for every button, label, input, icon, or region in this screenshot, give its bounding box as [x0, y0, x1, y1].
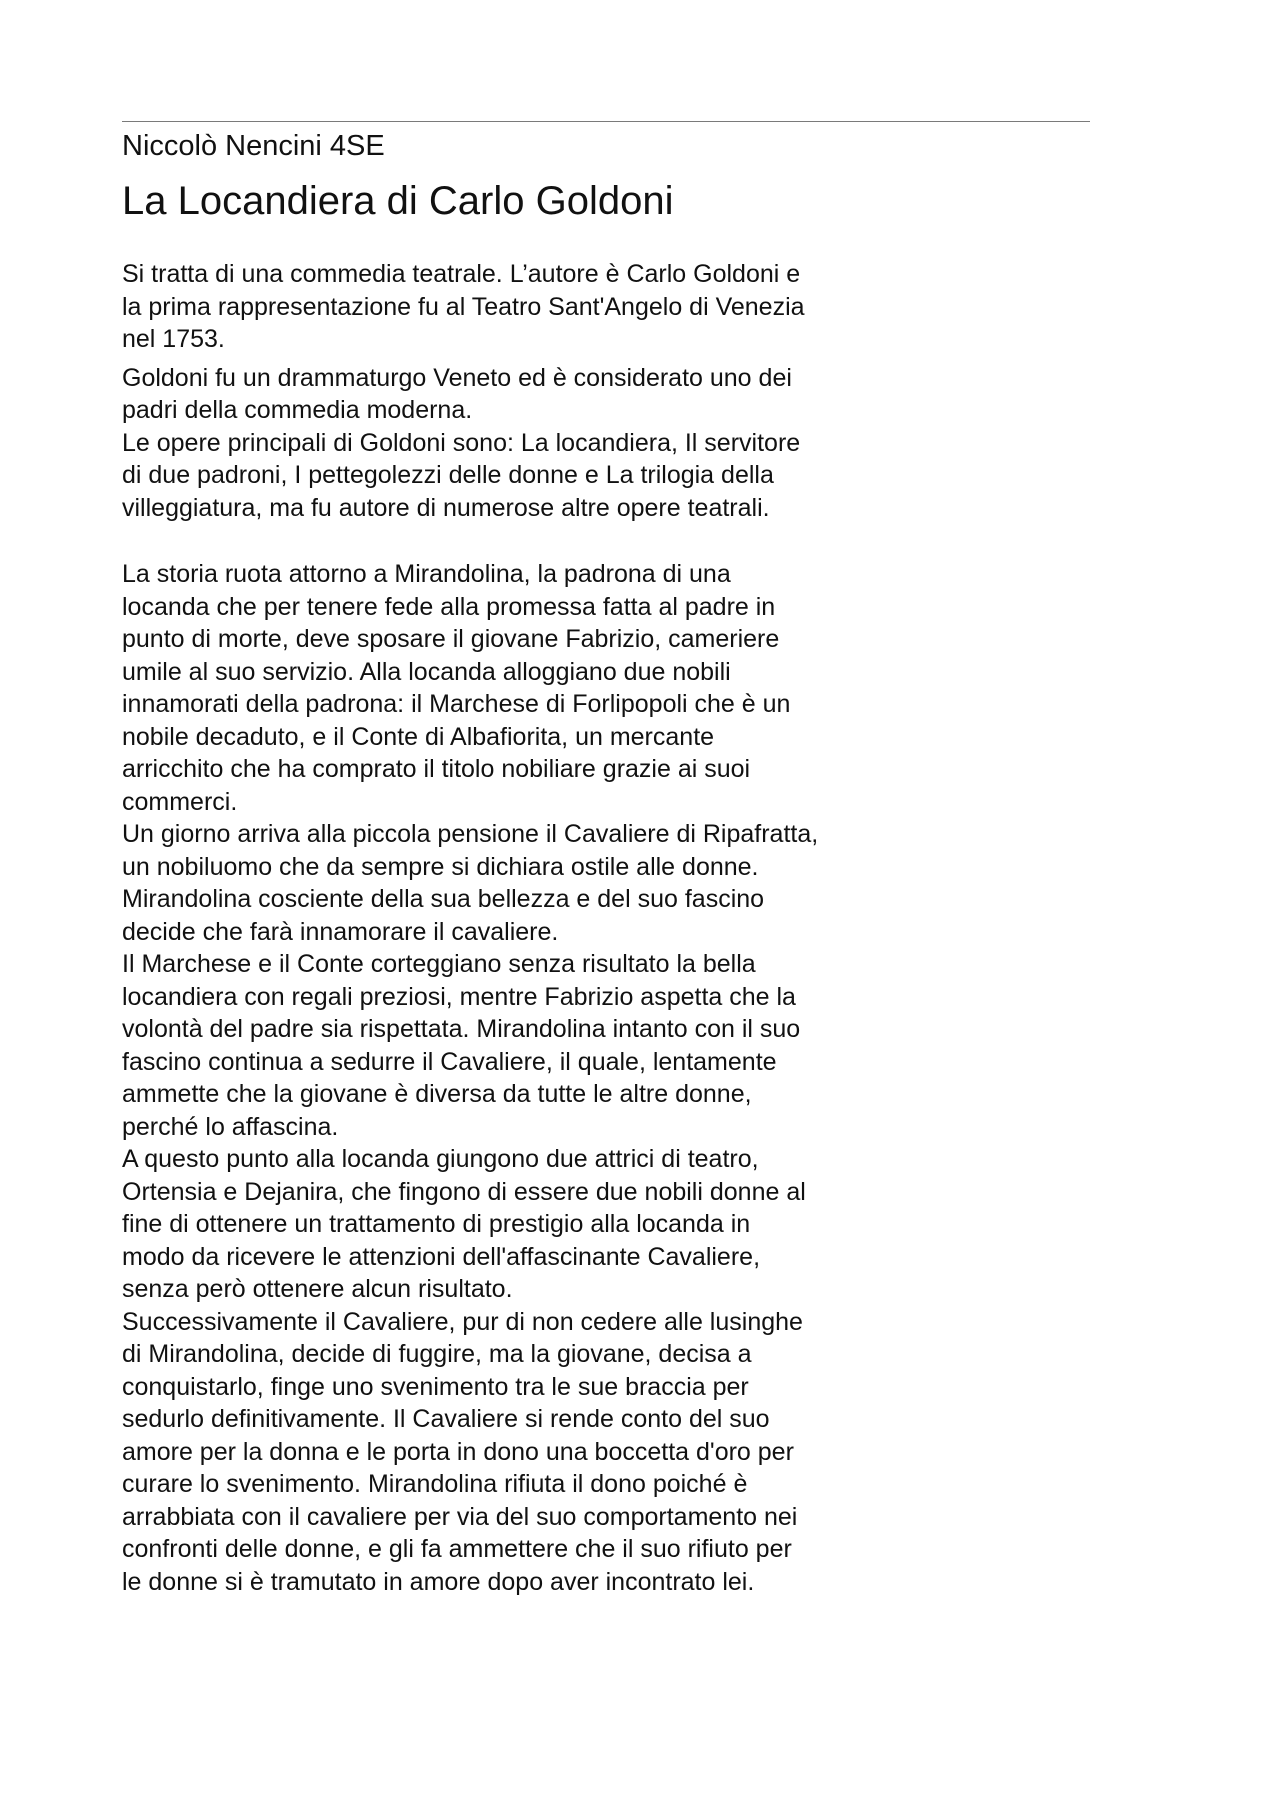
text-line: Il Marchese e il Conte corteggiano senza risultato la bella — [122, 950, 756, 978]
text-line: nel 1753. — [122, 325, 225, 353]
text-line: ammette che la giovane è diversa da tutte le altre donne, — [122, 1080, 752, 1108]
header-rule — [122, 121, 1090, 122]
text-line: un nobiluomo che da sempre si dichiara ostile alle donne. — [122, 852, 759, 881]
text-line: Si tratta di una commedia teatrale. L’autore è Carlo Goldoni e — [122, 260, 801, 288]
text-line: punto di morte, deve sposare il giovane Fabrizio, cameriere — [122, 625, 780, 653]
text-line: fine di ottenere un trattamento di prestigio alla locanda in — [122, 1210, 751, 1238]
paragraph — [122, 948, 942, 1143]
text-line: volontà del padre sia rispettata. Mirandolina intanto con il suo — [122, 1015, 801, 1043]
text-line: innamorati della padrona: il Marchese di Forlipopoli che è un — [122, 690, 791, 718]
text-line: arricchito che ha comprato il titolo nobiliare grazie ai suoi — [122, 755, 751, 783]
text-line: commerci. — [122, 787, 238, 816]
text-line: di Mirandolina, decide di fuggire, ma la giovane, decisa a — [122, 1340, 752, 1368]
text-line: Mirandolina cosciente della sua bellezza e del suo fascino — [122, 885, 765, 913]
text-line: fascino continua a sedurre il Cavaliere, il quale, lentamente — [122, 1047, 777, 1076]
text-line: villeggiatura, ma fu autore di numerose altre opere teatrali. — [122, 493, 770, 522]
text-line: amore per la donna e le porta in dono una boccetta d'oro per — [122, 1437, 794, 1466]
paragraph — [122, 1306, 942, 1599]
text-line: le donne si è tramutato in amore dopo aver incontrato lei. — [122, 1567, 755, 1596]
text-line: A questo punto alla locanda giungono due attrici di teatro, — [122, 1145, 759, 1173]
text-line: nobile decaduto, e il Conte di Albafiorita, un mercante — [122, 722, 715, 751]
text-line: Successivamente il Cavaliere, pur di non cedere alle lusinghe — [122, 1307, 803, 1336]
paragraph — [122, 558, 942, 818]
text-line: sedurlo definitivamente. Il Cavaliere si rende conto del suo — [122, 1405, 770, 1433]
paragraph — [122, 427, 942, 525]
document-title: La Locandiera di Carlo Goldoni — [122, 179, 674, 223]
text-line: la prima rappresentazione fu al Teatro Sant'Angelo di Venezia — [122, 292, 805, 321]
text-line: arrabbiata con il cavaliere per via del suo comportamento nei — [122, 1502, 798, 1531]
paragraph — [122, 1143, 942, 1306]
text-line: locandiera con regali preziosi, mentre Fabrizio aspetta che la — [122, 982, 796, 1011]
paragraph-spacer — [122, 524, 942, 558]
text-line: di due padroni, I pettegolezzi delle donne e La trilogia della — [122, 461, 774, 489]
paragraph — [122, 818, 942, 948]
text-line: curare lo svenimento. Mirandolina rifiuta il dono poiché è — [122, 1470, 748, 1498]
text-line: senza però ottenere alcun risultato. — [122, 1275, 513, 1303]
text-line: Le opere principali di Goldoni sono: La locandiera, Il servitore — [122, 428, 801, 457]
text-line: conquistarlo, finge uno svenimento tra le sue braccia per — [122, 1372, 749, 1401]
text-line: modo da ricevere le attenzioni dell'affascinante Cavaliere, — [122, 1242, 761, 1271]
text-line: decide che farà innamorare il cavaliere. — [122, 917, 559, 946]
text-line: La storia ruota attorno a Mirandolina, la padrona di una — [122, 560, 731, 588]
text-line: Ortensia e Dejanira, che fingono di essere due nobili donne al — [122, 1177, 806, 1206]
text-line: Un giorno arriva alla piccola pensione il Cavaliere di Ripafratta, — [122, 820, 819, 848]
text-line: umile al suo servizio. Alla locanda alloggiano due nobili — [122, 657, 731, 686]
text-line: Goldoni fu un drammaturgo Veneto ed è considerato uno dei — [122, 363, 792, 392]
paragraph — [122, 258, 942, 356]
text-line: padri della commedia moderna. — [122, 396, 473, 424]
text-line: confronti delle donne, e gli fa ammettere che il suo rifiuto per — [122, 1535, 792, 1563]
author-line: Niccolò Nencini 4SE — [122, 130, 385, 162]
text-line: perché lo affascina. — [122, 1112, 339, 1141]
text-line: locanda che per tenere fede alla promessa fatta al padre in — [122, 592, 776, 621]
document-body — [122, 258, 942, 1598]
paragraph — [122, 362, 942, 427]
